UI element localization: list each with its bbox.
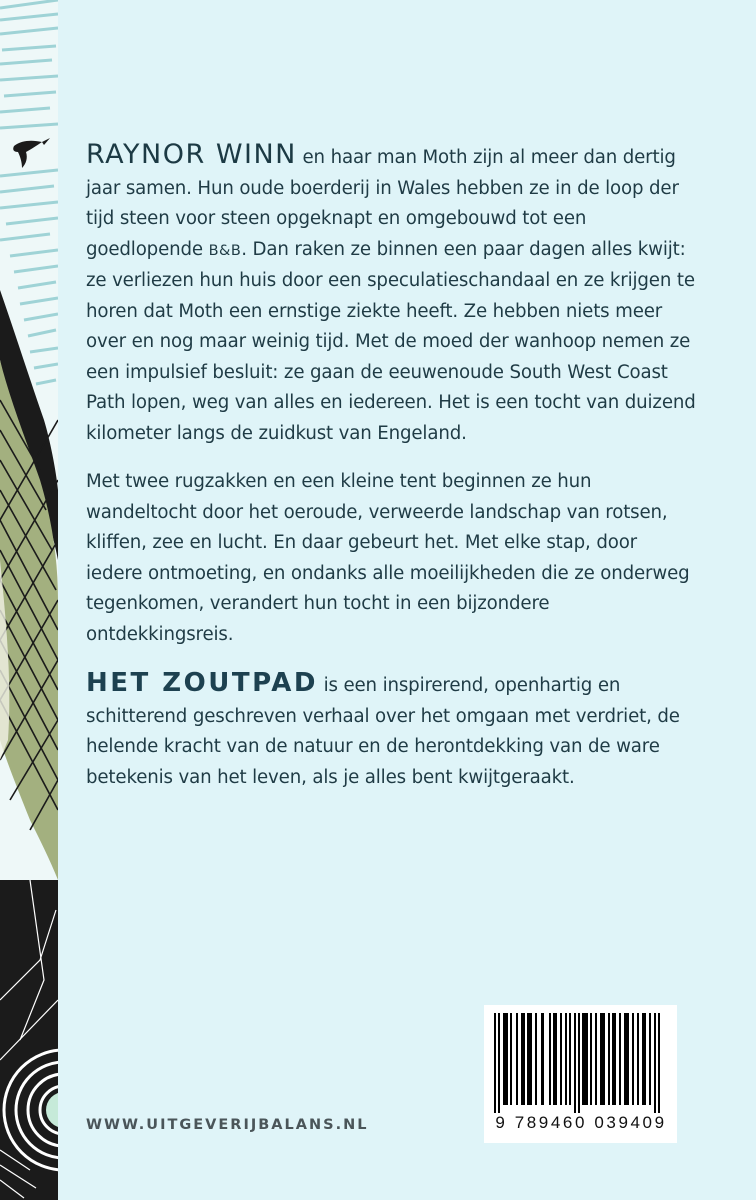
publisher-url: WWW.UITGEVERIJBALANS.NL <box>86 1117 369 1133</box>
paragraph-3-text: is een inspirerend, openhartig en schitterend geschreven verhaal over het omgaan met verdriet, de helende kracht van de natuur en de herontdekking van de ware betekenis van het leven, als je alles bent kwijtgeraakt. <box>86 675 680 788</box>
book-title: HET ZOUTPAD <box>86 668 318 698</box>
bnb-small-caps: B&B <box>208 242 242 259</box>
barcode-bars <box>494 1013 666 1113</box>
isbn-barcode <box>484 1005 677 1143</box>
blurb-paragraph-2: Met twee rugzakken en een kleine tent beginnen ze hun wandeltocht door het oeroude, verweerde landschap van rotsen, kliffen, zee en lucht. En daar gebeurt het. Met elke stap, door iedere ontmoeting, en ondanks alle moeilijkheden die ze onderweg tegenkomen, verandert hun tocht in een bijzondere ontdekkingsreis. <box>86 471 690 645</box>
isbn-number: 9 789460 039409 <box>495 1113 667 1132</box>
paragraph-1-text-a: en haar man Moth zijn al meer dan dertig jaar samen. Hun oude boerderij in Wales hebben ze in de loop der tijd steen voor steen opgeknapt en omgebouwd tot een goedlopende <box>86 147 679 260</box>
blurb-paragraph-1 <box>86 140 696 449</box>
blurb-paragraph-3 <box>86 668 696 793</box>
cover-artwork-strip <box>0 0 58 1200</box>
linocut-artwork <box>0 0 58 1200</box>
back-cover-blurb <box>86 140 696 811</box>
paragraph-1-text-b: . Dan raken ze binnen een paar dagen alles kwijt: ze verliezen hun huis door een speculatieschandaal en ze krijgen te horen dat Moth een ernstige ziekte heeft. Ze hebben niets meer over en nog maar weinig tijd. Met de moed der wanhoop nemen ze een impulsief besluit: ze gaan de eeuwenoude South West Coast Path lopen, weg van alles en iedereen. Het is een tocht van duizend kilometer langs de zuidkust van Engeland. <box>86 238 696 444</box>
author-name: RAYNOR WINN <box>86 139 297 170</box>
